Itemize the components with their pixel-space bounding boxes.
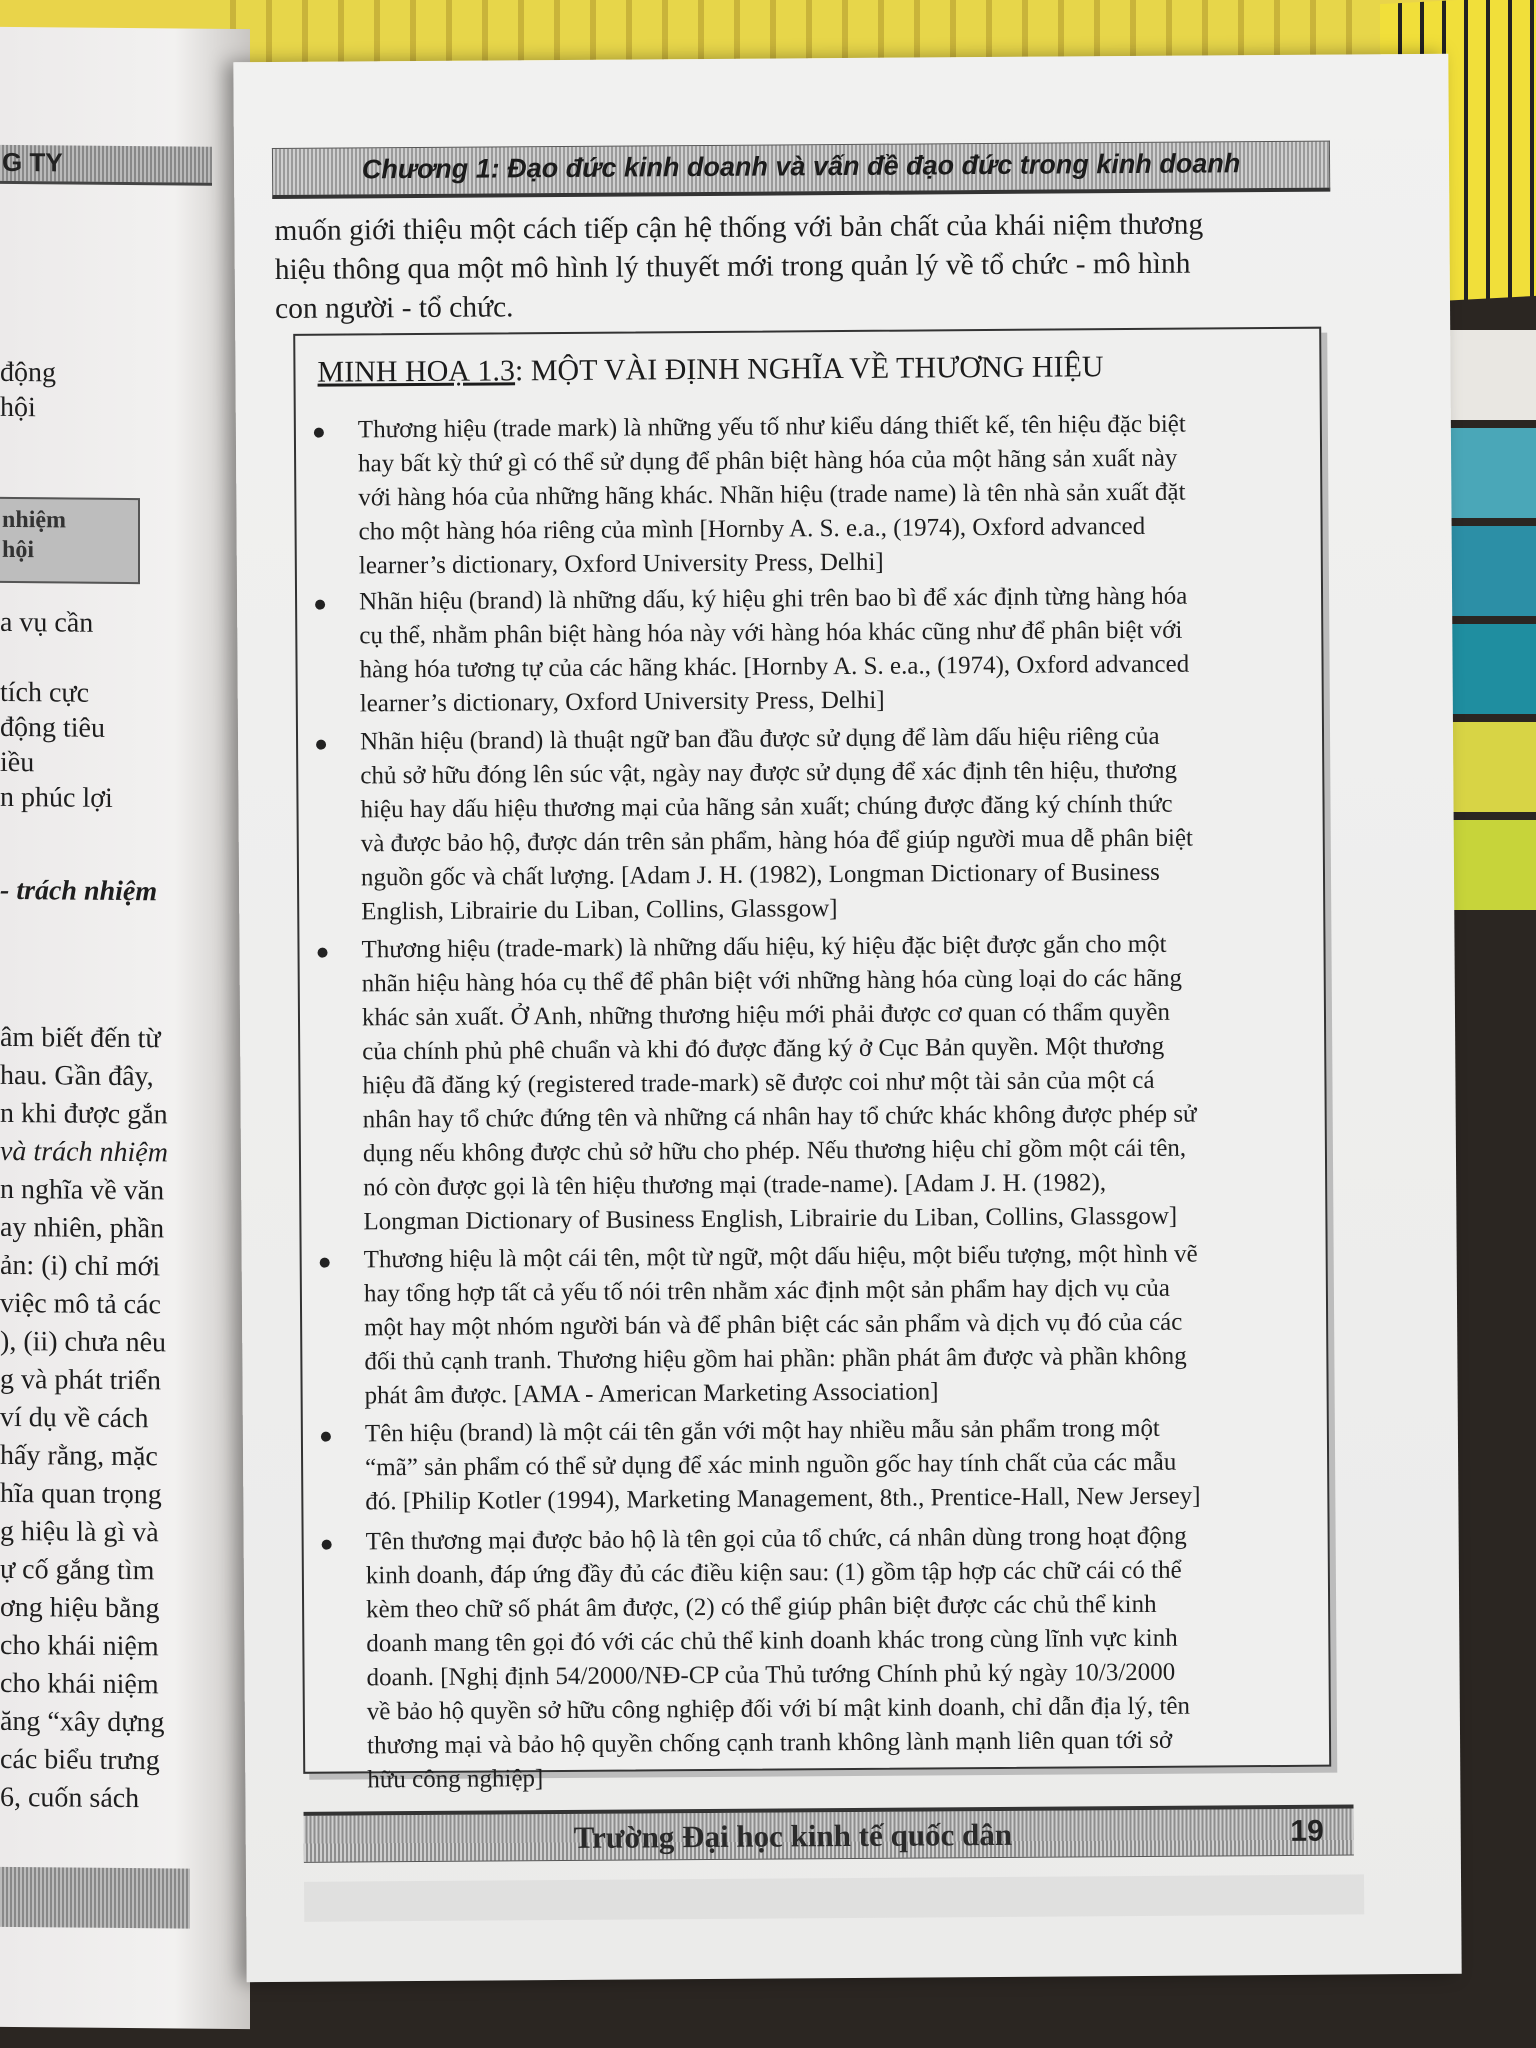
definition-line: Nhãn hiệu (brand) là thuật ngữ ban đầu được sử dụng để làm dấu hiệu riêng của	[359, 722, 1160, 756]
definition-line: với hàng hóa của những hãng khác. Nhãn hiệu (trade name) là tên nhà sản xuất đặt	[358, 478, 1186, 512]
left-page	[0, 27, 250, 2029]
definition-item	[314, 407, 1304, 580]
definition-line: kèm theo chữ số phát âm được, (2) có thể giúp phân biệt được các chủ thể kinh	[366, 1590, 1157, 1624]
illustration-box	[293, 327, 1331, 1794]
definition-line: cụ thể, nhằm phân biệt hàng hóa này với hàng hóa khác cũng như để phân biệt với	[359, 616, 1183, 650]
bullet-icon	[314, 428, 324, 438]
left-page-line: hau. Gần đây,	[0, 1059, 154, 1093]
left-page-line: ăng “xây dựng	[0, 1705, 165, 1739]
definition-line: dụng nếu không được chủ sở hữu cho phép. Nếu thương hiệu chỉ gồm một cái tên,	[362, 1134, 1187, 1168]
definition-line: thương mại và bảo hộ quyền chống cạnh tranh không lành mạnh liên quan tới sở	[366, 1726, 1173, 1760]
left-page-line: tích cực	[0, 676, 90, 709]
left-page-line: n phúc lợi	[0, 781, 113, 814]
left-page-line: động tiêu	[0, 711, 105, 744]
left-page-line: ơng hiệu bằng	[0, 1591, 160, 1625]
left-page-line: n khi được gắn	[0, 1097, 168, 1131]
left-page-line: g và phát triển	[0, 1363, 161, 1397]
bullet-icon	[317, 948, 327, 958]
left-page-line: ự cố gắng tìm	[0, 1553, 155, 1587]
bullet-icon	[322, 1540, 332, 1550]
left-page-line: âm biết đến từ	[0, 1021, 161, 1055]
right-page	[233, 54, 1461, 1982]
left-page-diagram-box	[0, 497, 140, 584]
left-box-line: nhiệm	[2, 506, 67, 534]
definition-line: chủ sở hữu đóng lên súc vật, ngày nay được sử dụng để xác định tên hiệu, thương	[360, 756, 1178, 790]
intro-line: muốn giới thiệu một cách tiếp cận hệ thống với bản chất của khái niệm thương	[274, 208, 1204, 247]
bullet-icon	[315, 600, 325, 610]
definition-line: đó. [Philip Kotler (1994), Marketing Management, 8th., Prentice-Hall, New Jersey]	[365, 1482, 1201, 1516]
definition-line: Tên hiệu (brand) là một cái tên gắn với một hay nhiều mẫu sản phẩm trong một	[364, 1414, 1160, 1448]
left-page-line: các biểu trưng	[0, 1743, 160, 1777]
left-page-line: việc mô tả các	[0, 1287, 161, 1321]
definition-line: hàng hóa tương tự của các hãng khác. [Hornby A. S. e.a., (1974), Oxford advanced	[359, 650, 1190, 684]
definition-text	[359, 579, 1310, 722]
left-page-header	[0, 145, 212, 186]
definition-line: kinh doanh, đáp ứng đầy đủ các điều kiện sau: (1) gồm tập hợp các chữ cái có thể	[365, 1556, 1182, 1590]
left-page-line: hấy rằng, mặc	[0, 1439, 158, 1473]
left-box-line: hội	[2, 536, 35, 564]
definition-line: learner’s dictionary, Oxford University Press, Delhi]	[359, 686, 885, 718]
definition-line: English, Librairie du Liban, Collins, Glassgow]	[361, 895, 838, 926]
page-footer	[304, 1804, 1354, 1862]
left-page-line: g hiệu là gì và	[0, 1515, 159, 1549]
left-page-header-text: G TY	[2, 146, 63, 178]
definition-line: nguồn gốc và chất lượng. [Adam J. H. (1982), Longman Dictionary of Business	[360, 858, 1160, 892]
definition-text	[365, 1411, 1316, 1520]
page-number: 19	[1290, 1814, 1324, 1848]
definition-line: khác sản xuất. Ở Anh, những thương hiệu mới phải được cơ quan có thẩm quyền	[361, 998, 1171, 1032]
definition-line: “mã” sản phẩm có thể sử dụng để xác minh nguồn gốc hay tính chất của các mẫu	[365, 1448, 1177, 1482]
left-page-line: ví dụ về cách	[0, 1401, 149, 1435]
left-page-line: hội	[0, 391, 36, 424]
definition-item	[322, 1519, 1312, 1794]
definition-line: Thương hiệu là một cái tên, một từ ngữ, một dấu hiệu, một biểu tượng, một hình vẽ	[363, 1240, 1198, 1274]
definition-line: Nhãn hiệu (brand) là những dấu, ký hiệu ghi trên bao bì để xác định từng hàng hóa	[358, 582, 1188, 616]
definition-line: Thương hiệu (trade-mark) là những dấu hiệu, ký hiệu đặc biệt được gắn cho một	[361, 930, 1167, 964]
intro-line: hiệu thông qua một mô hình lý thuyết mới trong quản lý về tổ chức - mô hình	[274, 247, 1191, 286]
intro-paragraph	[274, 205, 1333, 329]
definition-line: của chính phủ phê chuẩn và khi đó được đăng ký ở Cục Bản quyền. Một thương	[362, 1032, 1165, 1066]
definition-line: về bảo hộ quyền sở hữu công nghiệp đối với bí mật kinh doanh, chỉ dẫn địa lý, tên	[366, 1692, 1191, 1726]
definition-line: cho một hàng hóa riêng của mình [Hornby A. S. e.a., (1974), Oxford advanced	[358, 512, 1146, 546]
chapter-header	[272, 141, 1330, 199]
left-page-line: ), (ii) chưa nêu	[0, 1325, 166, 1359]
definition-text	[364, 1237, 1315, 1414]
definition-text	[358, 407, 1309, 584]
left-page-line: ay nhiên, phần	[0, 1211, 165, 1245]
definition-line: một hay một nhóm người bán và để phân biệt các sản phẩm và dịch vụ đó của các	[364, 1308, 1183, 1342]
definition-line: hay bất kỳ thứ gì có thể sử dụng để phân biệt hàng hóa của một hãng sản xuất này	[358, 444, 1178, 478]
definition-line: hữu công nghiệp]	[367, 1765, 544, 1794]
background-book-spines	[200, 0, 1380, 64]
left-page-line: cho khái niệm	[0, 1667, 159, 1701]
definition-line: Longman Dictionary of Business English, Librairie du Liban, Collins, Glassgow]	[363, 1202, 1178, 1236]
definition-line: hay tổng hợp tất cả yếu tố nói trên nhằm xác định một sản phẩm hay dịch vụ của	[363, 1274, 1171, 1308]
definition-line: nhân hay tổ chức đứng tên và những cá nhân hay tổ chức khác không được phép sử	[362, 1100, 1197, 1134]
left-page-line: ản: (i) chỉ mới	[0, 1249, 161, 1283]
definition-line: Thương hiệu (trade mark) là những yếu tố như kiểu dáng thiết kế, tên hiệu đặc biệt	[357, 410, 1186, 444]
left-page-line: hĩa quan trọng	[0, 1477, 162, 1511]
definition-line: hiệu đã đăng ký (registered trade-mark) sẽ được coi như một tài sản của một cá	[362, 1066, 1155, 1100]
definition-line: và được bảo hộ, được dán trên sản phẩm, hàng hóa để giúp người mua dễ phân biệt	[360, 824, 1194, 858]
left-page-line: cho khái niệm	[0, 1629, 159, 1663]
illustration-heading: : MỘT VÀI ĐỊNH NGHĨA VỀ THƯƠNG HIỆU	[514, 350, 1104, 388]
bullet-icon	[320, 1258, 330, 1268]
left-page-line: a vụ cần	[0, 606, 94, 639]
left-page-line: - trách nhiệm	[0, 874, 158, 908]
illustration-label: MINH HOẠ 1.3	[317, 354, 516, 389]
bullet-icon	[316, 740, 326, 750]
definition-line: Tên thương mại được bảo hộ là tên gọi của tổ chức, cá nhân dùng trong hoạt động	[365, 1522, 1187, 1556]
definition-line: doanh. [Nghị định 54/2000/NĐ-CP của Thủ tướng Chính phủ ký ngày 10/3/2000	[366, 1658, 1176, 1692]
definition-line: nó còn được gọi là tên hiệu thương mại (trade-name). [Adam J. H. (1982),	[363, 1169, 1107, 1202]
footer-university: Trường Đại học kinh tế quốc dân	[573, 1816, 1013, 1855]
definition-text	[361, 927, 1313, 1240]
definition-line: nhãn hiệu hàng hóa cụ thể để phân biệt với những hàng hóa cùng loại do các hãng	[361, 964, 1183, 998]
bullet-icon	[321, 1432, 331, 1442]
left-page-line: iều	[0, 746, 35, 779]
left-page-line: động	[0, 356, 56, 389]
illustration-title	[317, 350, 1103, 389]
definition-line: đối thủ cạnh tranh. Thương hiệu gồm hai phần: phần phát âm được và phần không	[364, 1342, 1187, 1376]
definition-line: doanh mang tên gọi đó với các chủ thể kinh doanh khác trong cùng lĩnh vực kinh	[366, 1624, 1178, 1658]
definition-line: learner’s dictionary, Oxford University Press, Delhi]	[358, 548, 884, 580]
left-page-line: 6, cuốn sách	[0, 1781, 140, 1815]
chapter-title: Chương 1: Đạo đức kinh doanh và vấn đề đạo đức trong kinh doanh	[361, 148, 1241, 185]
left-page-line: n nghĩa về văn	[0, 1173, 165, 1207]
definition-line: hiệu hay dấu hiệu thương mại của hãng sản xuất; chúng được đăng ký chính thức	[360, 790, 1173, 824]
show-through-shadow	[304, 1874, 1364, 1921]
intro-line: con người - tổ chức.	[274, 291, 514, 325]
definition-text	[360, 719, 1311, 930]
definition-line: phát âm được. [AMA - American Marketing Association]	[364, 1378, 939, 1410]
left-page-footer	[0, 1867, 190, 1929]
left-page-line: và trách nhiệm	[0, 1135, 168, 1169]
definition-text	[366, 1519, 1318, 1798]
